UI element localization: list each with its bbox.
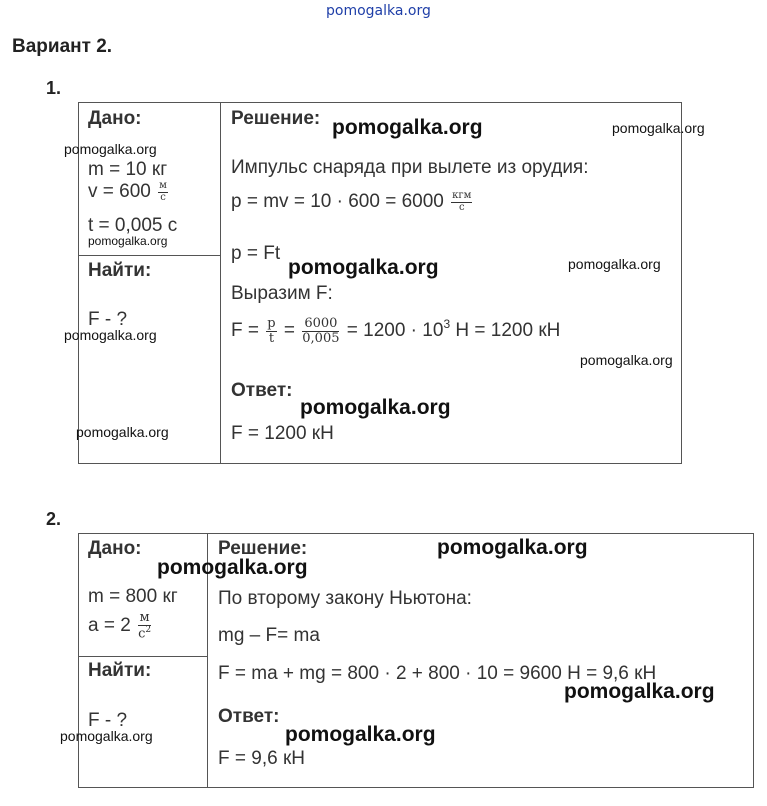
watermark: pomogalka.org xyxy=(612,120,705,136)
task1-solution-label: Решение: xyxy=(231,108,321,129)
watermark: pomogalka.org xyxy=(64,327,157,343)
task1-answer-label: Ответ: xyxy=(231,380,293,401)
task1-answer-value: F = 1200 кН xyxy=(231,423,334,444)
task2-find-value: F - ? xyxy=(88,710,128,731)
task1-velocity-unit: $\frac{м}{с}$ xyxy=(159,180,167,203)
task2-given-acceleration: a = 2 $\frac{м}{с^2}$ xyxy=(88,610,152,641)
task1-number: 1. xyxy=(46,78,62,98)
task1-given-time: t = 0,005 с xyxy=(88,215,178,236)
task1-equation-impulse: p = Ft xyxy=(231,243,281,264)
task2-solution-label: Решение: xyxy=(218,538,308,559)
watermark: pomogalka.org xyxy=(600,790,673,802)
task2-equation-forces: mg – F= ma xyxy=(218,625,320,646)
task1-fraction-numeric: $\frac{6000}{0,005}$ xyxy=(302,316,340,346)
task1-column-divider xyxy=(220,103,221,463)
task1-equation-force: F = $\frac{p}{t}$ = $\frac{6000}{0,005}$ = $1200 \cdot 10^3$ Н = 1200 кН xyxy=(231,316,561,346)
task1-equation-momentum: p = mv = 10 · 600 = 6000 $\frac{\text{кгм}}{с}$ xyxy=(231,190,472,213)
task1-row-divider xyxy=(79,255,220,256)
task2-answer-label: Ответ: xyxy=(218,706,280,727)
watermark: pomogalka.org xyxy=(64,141,157,157)
task1-given-mass: m = 10 кг xyxy=(88,159,168,180)
task1-find-label: Найти: xyxy=(88,260,152,281)
watermark: pomogalka.org xyxy=(60,728,153,744)
task2-acceleration-unit: $\frac{м}{с^2}$ xyxy=(138,610,152,641)
watermark: pomogalka.org xyxy=(285,723,436,746)
task1-momentum-unit: $\frac{\text{кгм}}{с}$ xyxy=(452,190,472,213)
watermark: pomogalka.org xyxy=(300,396,451,419)
task2-row-divider xyxy=(79,656,207,657)
task1-find-value: F - ? xyxy=(88,309,128,330)
task2-find-label: Найти: xyxy=(88,660,152,681)
task1-fraction-p-over-t: $\frac{p}{t}$ xyxy=(267,316,276,346)
task2-equation-result: F = ma + mg = 800 · 2 + 800 · 10 = 9600 Н = 9,6 кН xyxy=(218,663,657,684)
variant-title: Вариант 2. xyxy=(12,36,113,57)
watermark: pomogalka.org xyxy=(76,424,169,440)
task2-number: 2. xyxy=(46,509,62,529)
task1-intro: Импульс снаряда при вылете из орудия: xyxy=(231,157,589,178)
task1-given-velocity: v = 600 $\frac{м}{с}$ xyxy=(88,180,167,203)
watermark: pomogalka.org xyxy=(564,680,715,703)
watermark: pomogalka.org xyxy=(437,536,588,559)
watermark: pomogalka.org xyxy=(157,556,308,579)
task2-given-mass: m = 800 кг xyxy=(88,586,178,607)
watermark: pomogalka.org xyxy=(88,234,168,248)
watermark: pomogalka.org xyxy=(580,352,673,368)
task2-given-label: Дано: xyxy=(88,538,142,559)
task1-given-label: Дано: xyxy=(88,108,142,129)
site-watermark-header: pomogalka.org xyxy=(326,3,431,19)
task2-intro: По второму закону Ньютона: xyxy=(218,588,472,609)
watermark: pomogalka.org xyxy=(332,116,483,139)
watermark: pomogalka.org xyxy=(288,256,439,279)
task1-express-label: Выразим F: xyxy=(231,283,333,304)
watermark: pomogalka.org xyxy=(568,256,661,272)
task2-answer-value: F = 9,6 кН xyxy=(218,748,305,769)
